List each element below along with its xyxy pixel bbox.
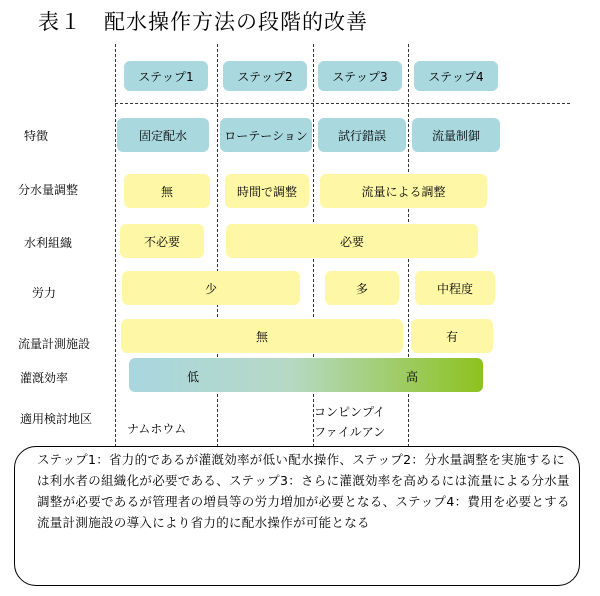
note-box (14, 446, 580, 586)
area-step3-line2: ファイルアン (314, 425, 386, 439)
row-label-feature: 特徴 (24, 129, 49, 143)
row-label-facility: 流量計測施設 (18, 337, 91, 351)
labor-step3: 多 (325, 271, 399, 305)
labor-step4: 中程度 (415, 271, 495, 305)
organization-step2-4: 必要 (226, 224, 478, 258)
step-4-header: ステップ4 (414, 61, 498, 91)
area-step1: ナムホウム (127, 422, 187, 436)
column-divider (115, 44, 116, 452)
organization-step1: 不必要 (120, 224, 204, 258)
row-label-area: 適用検討地区 (20, 412, 93, 426)
distribution-step1: 無 (124, 174, 210, 208)
labor-step1-2: 少 (122, 271, 300, 305)
row-divider (115, 103, 570, 104)
row-label-organization: 水利組織 (24, 236, 73, 250)
facility-step1-3: 無 (121, 319, 403, 353)
feature-step1: 固定配水 (117, 118, 209, 152)
distribution-step2: 時間で調整 (225, 174, 309, 208)
feature-step3: 試行錯誤 (318, 118, 406, 152)
page-title: 表１ 配水操作方法の段階的改善 (38, 10, 368, 34)
efficiency-high-label: 高 (406, 370, 419, 384)
step-1-header: ステップ1 (124, 61, 208, 91)
feature-step2: ローテーション (220, 118, 312, 152)
row-label-efficiency: 灌漑効率 (20, 371, 69, 385)
area-step3-line1: コンピンプイ (314, 405, 385, 419)
note-text: ステップ1：省力的であるが灌漑効率が低い配水操作、ステップ2：分水量調整を実施するには利水者の組織化が必要である、ステップ3：さらに灌漑効率を高めるには流量による分水量調整が必要であるが管理者の増員等の労力増加が必要となる、ステップ4：費用を必要とする流量計測施設の導入により省力的に配水操作が可能となる (37, 452, 570, 530)
step-2-header: ステップ2 (223, 61, 307, 91)
efficiency-gradient-bar (129, 358, 483, 392)
feature-step4: 流量制御 (412, 118, 500, 152)
row-label-labor: 労力 (32, 286, 57, 300)
distribution-step3-4: 流量による調整 (320, 174, 487, 208)
efficiency-low-label: 低 (187, 370, 200, 384)
facility-step4: 有 (411, 319, 493, 353)
row-label-distribution: 分水量調整 (18, 183, 79, 197)
step-3-header: ステップ3 (318, 61, 402, 91)
